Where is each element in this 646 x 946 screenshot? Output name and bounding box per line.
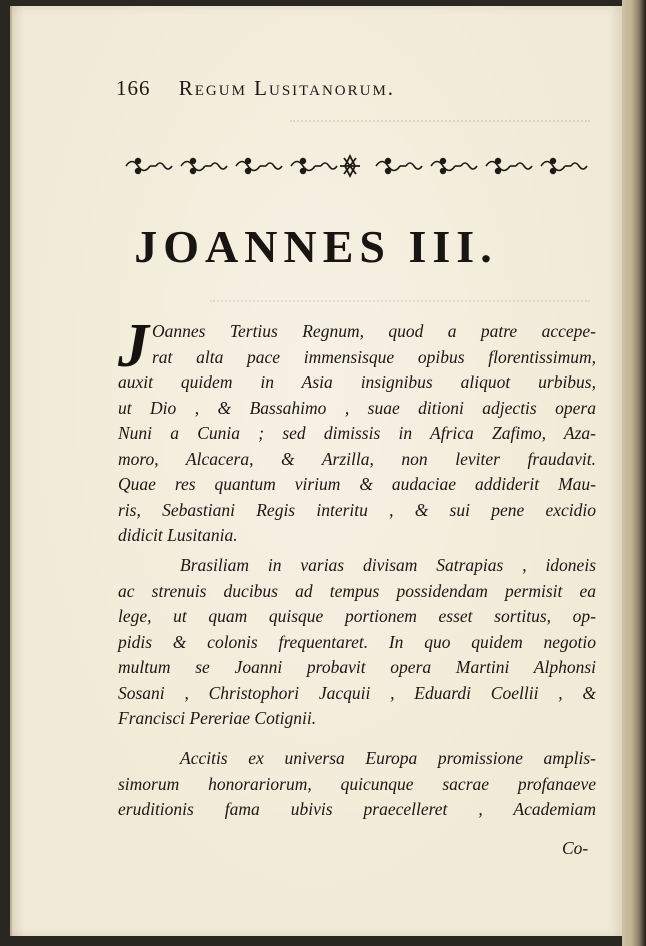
catchword: Co- (562, 838, 589, 858)
text-line: simorum honorariorum, quicunque sacrae profanaeve (118, 773, 596, 794)
text-line: ac strenuis ducibus ad tempus possidendam permisit ea (118, 580, 596, 601)
book-page (10, 6, 622, 936)
show-through-smudge (210, 286, 590, 302)
running-head (116, 76, 395, 101)
chapter-heading: JOANNES III. (134, 221, 498, 272)
text-line: Quae res quantum virium & audaciae addiderit Mau- (118, 474, 596, 494)
text-line: Francisci Pereriae Cotignii. (118, 708, 317, 728)
adjacent-page-edge (622, 0, 646, 946)
text-line: Brasiliam in varias divisam Satrapias , idoneis (180, 555, 596, 575)
running-title: Regum Lusitanorum. (178, 76, 396, 100)
text-line: pidis & colonis frequentaret. In quo quidem negotio (118, 631, 596, 652)
page-number: 166 (116, 76, 151, 100)
text-line: ut Dio , & Bassahimo , suae ditioni adjectis opera (118, 397, 596, 418)
text-line: Nuni a Cunia ; sed dimissis in Africa Zafimo, Aza- (118, 423, 596, 443)
text-line: rat alta pace immensisque opibus florentissimum, (152, 346, 596, 367)
drop-cap: J (118, 312, 149, 380)
paragraph-3 (118, 746, 596, 823)
show-through-smudge (290, 106, 590, 122)
text-line: auxit quidem in Asia insignibus aliquot urbibus, (118, 372, 596, 392)
text-line: didicit Lusitania. (118, 525, 238, 545)
paragraph-2 (118, 553, 596, 732)
text-line: Sosani , Christophori Jacquii , Eduardi Coellii , & (118, 682, 596, 703)
gutter-shadow (10, 6, 12, 936)
text-line: eruditionis fama ubivis praecelleret , Academiam (118, 799, 596, 819)
text-line: Oannes Tertius Regnum, quod a patre accepe- (152, 321, 596, 341)
text-line: Accitis ex universa Europa promissione amplis- (180, 748, 596, 768)
text-line: moro, Alcacera, & Arzilla, non leviter fraudavit. (118, 448, 596, 469)
text-line: lege, ut quam quisque portionem esset sortitus, op- (118, 606, 596, 626)
ornament-band-icon (122, 152, 592, 180)
text-line: ris, Sebastiani Regis interitu , & sui pene excidio (118, 499, 596, 520)
paragraph-1 (118, 312, 596, 549)
text-line: multum se Joanni probavit opera Martini Alphonsi (118, 657, 596, 677)
